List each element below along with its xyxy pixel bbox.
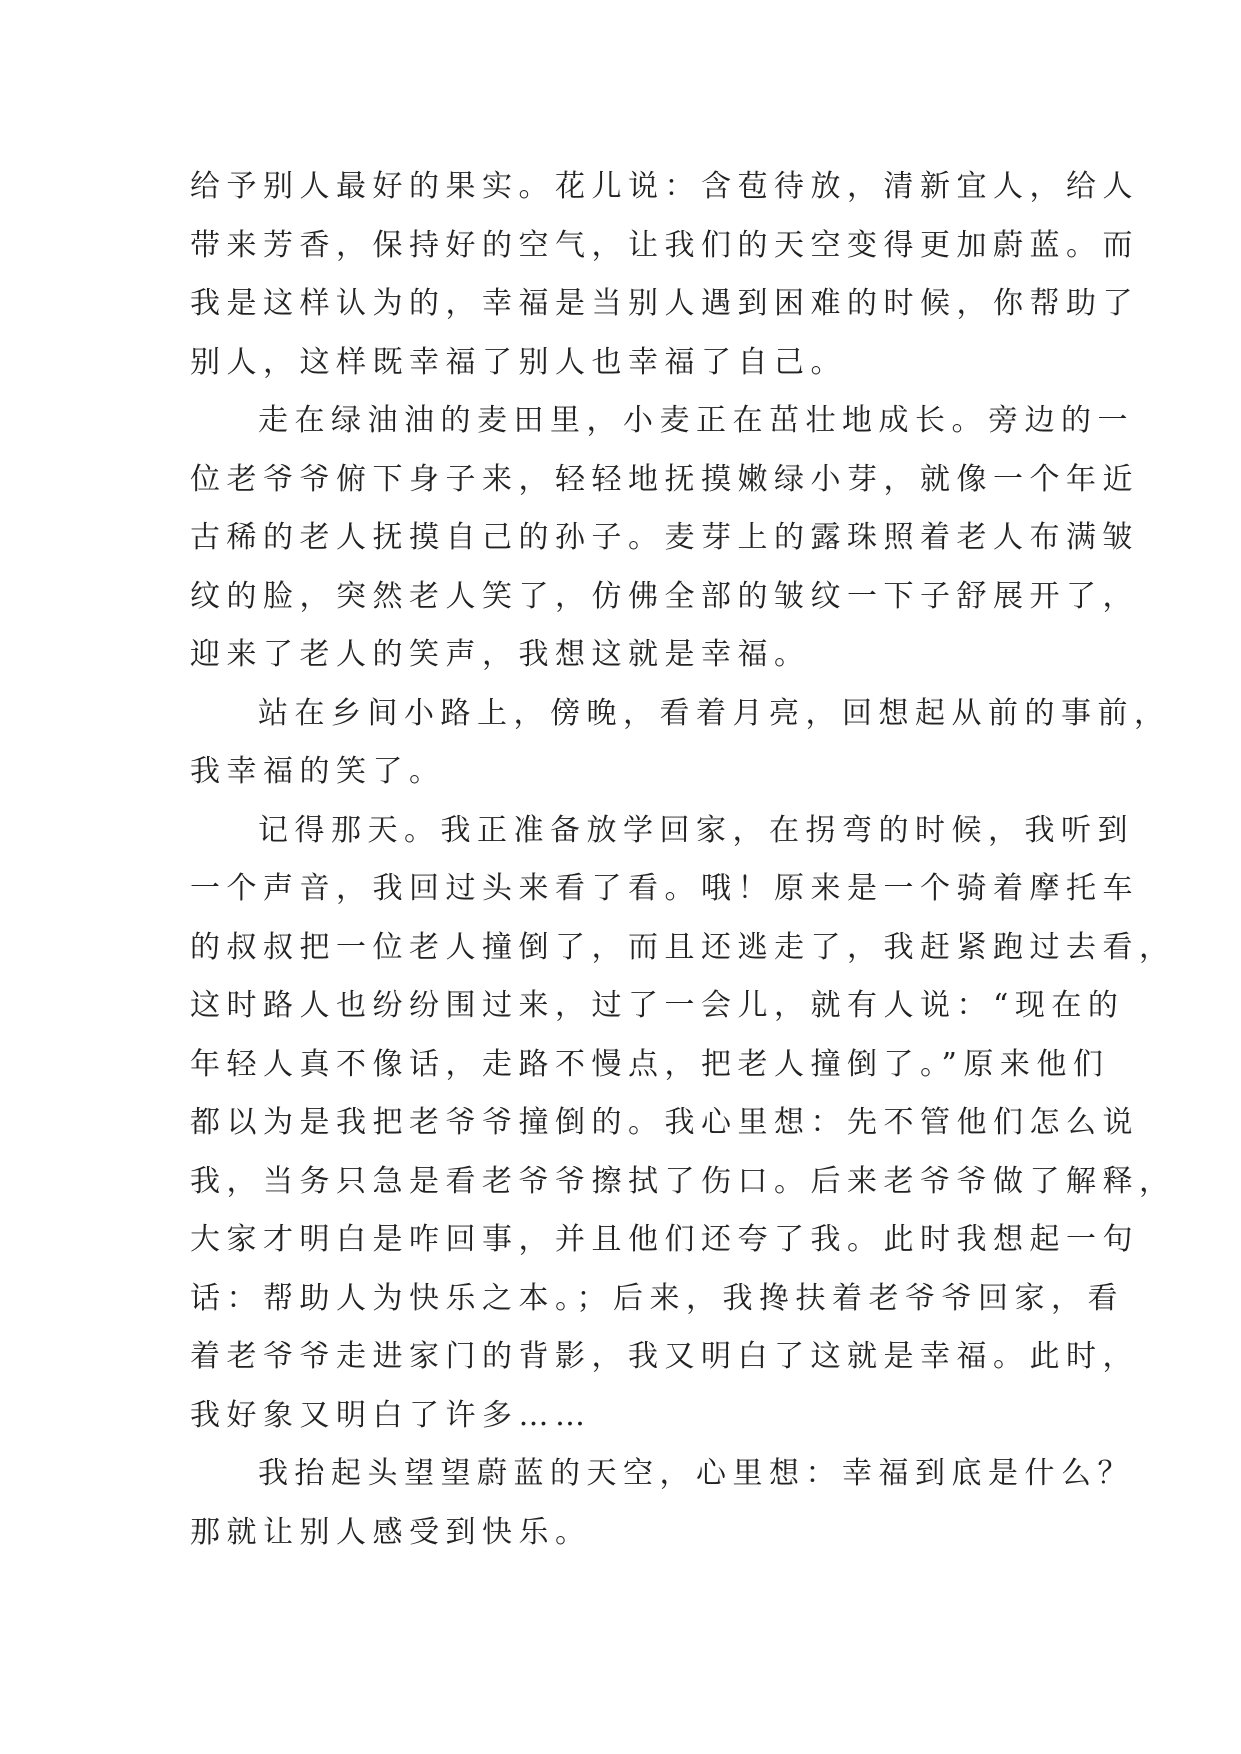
text-line: 我幸福的笑了。: [190, 754, 446, 789]
text-line: 别人，这样既幸福了别人也幸福了自己。: [190, 344, 847, 380]
essay-body: [190, 158, 1176, 1562]
text-line: 位老爷爷俯下身子来，轻轻地抚摸嫩绿小芽，就像一个年近: [190, 461, 1139, 497]
text-line: 的叔叔把一位老人撞倒了，而且还逃走了，我赶紧跑过去看，: [190, 929, 1176, 965]
text-line: 我，当务只急是看老爷爷擦拭了伤口。后来老爷爷做了解释，: [190, 1163, 1176, 1199]
text-line: 走在绿油油的麦田里，小麦正在茁壮地成长。旁边的一: [258, 403, 1134, 438]
text-line: 迎来了老人的笑声，我想这就是幸福。: [190, 637, 811, 672]
text-line: 一个声音，我回过头来看了看。哦！原来是一个骑着摩托车: [190, 871, 1139, 906]
text-line: 都以为是我把老爷爷撞倒的。我心里想：先不管他们怎么说: [190, 1105, 1139, 1140]
text-line: 我是这样认为的，幸福是当别人遇到困难的时候，你帮助了: [190, 286, 1139, 321]
text-line: 大家才明白是咋回事，并且他们还夸了我。此时我想起一句: [190, 1222, 1139, 1257]
text-line: 给予别人最好的果实。花儿说：含苞待放，清新宜人，给人: [190, 169, 1139, 204]
text-line: 着老爷爷走进家门的背影，我又明白了这就是幸福。此时，: [190, 1339, 1139, 1374]
text-line: 我好象又明白了许多……: [190, 1397, 592, 1433]
text-line: 记得那天。我正准备放学回家，在拐弯的时候，我听到: [258, 812, 1134, 848]
text-line: 带来芳香，保持好的空气，让我们的天空变得更加蔚蓝。而: [190, 227, 1139, 263]
text-line: 这时路人也纷纷围过来，过了一会儿，就有人说：“现在的: [190, 988, 1125, 1023]
text-line: 古稀的老人抚摸自己的孙子。麦芽上的露珠照着老人布满皱: [190, 520, 1139, 555]
text-line: 站在乡间小路上，傍晚，看着月亮，回想起从前的事前，: [258, 695, 1171, 731]
text-line: 我抬起头望望蔚蓝的天空，心里想：幸福到底是什么？: [258, 1456, 1134, 1491]
text-line: 话：帮助人为快乐之本。；后来，我搀扶着老爷爷回家，看: [190, 1280, 1124, 1316]
text-line: 年轻人真不像话，走路不慢点，把老人撞倒了。”原来他们: [190, 1046, 1110, 1082]
text-line: 纹的脸，突然老人笑了，仿佛全部的皱纹一下子舒展开了，: [190, 578, 1139, 614]
text-line: 那就让别人感受到快乐。: [190, 1514, 592, 1550]
